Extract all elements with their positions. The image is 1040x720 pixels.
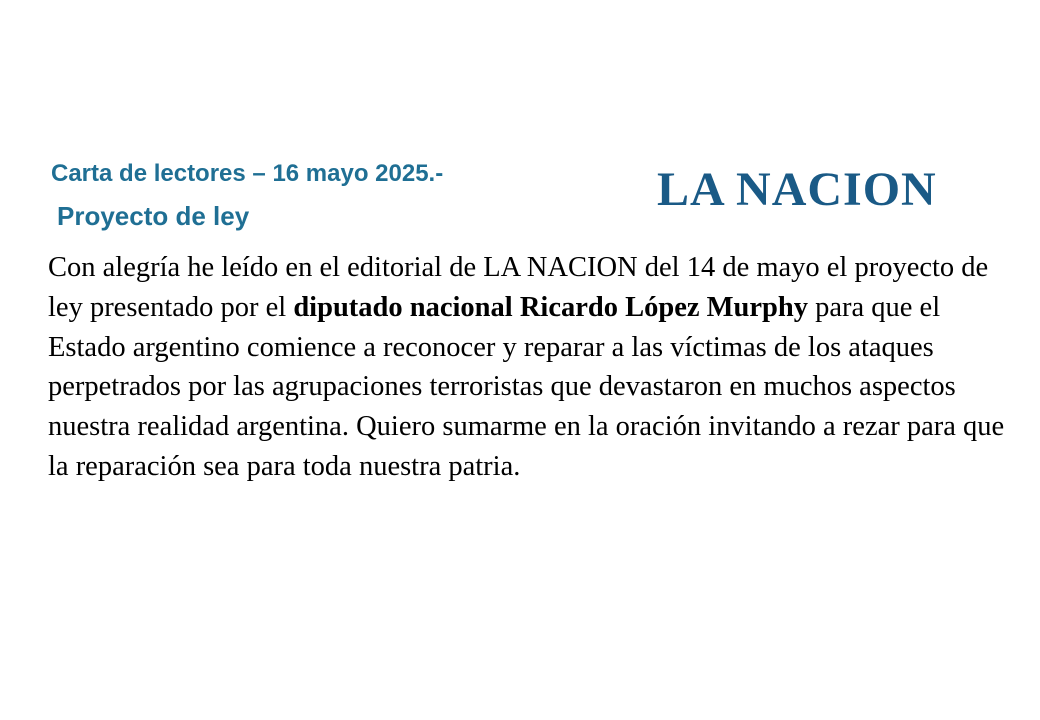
letter-body-author-highlight: diputado nacional Ricardo López Murphy bbox=[293, 291, 808, 323]
letter-title: Proyecto de ley bbox=[57, 201, 250, 231]
letter-body-intro: Con alegría he leído en el editorial de LA NACION del 14 de mayo el proyecto de ley presentado por el bbox=[48, 252, 989, 323]
newspaper-masthead-logo: LA NACION bbox=[657, 163, 937, 216]
letter-body bbox=[48, 248, 1008, 487]
letter-body-rest: para que el Estado argentino comience a reconocer y reparar a las víctimas de los ataques perpetrados por las agrupaciones terroristas que devastaron en muchos aspectos nuestra realidad argentina. Quiero sumarme en la oración invitando a rezar para que la reparación sea para toda nuestra patria. bbox=[48, 291, 1005, 482]
section-label: Carta de lectores – 16 mayo 2025.- bbox=[51, 160, 444, 187]
